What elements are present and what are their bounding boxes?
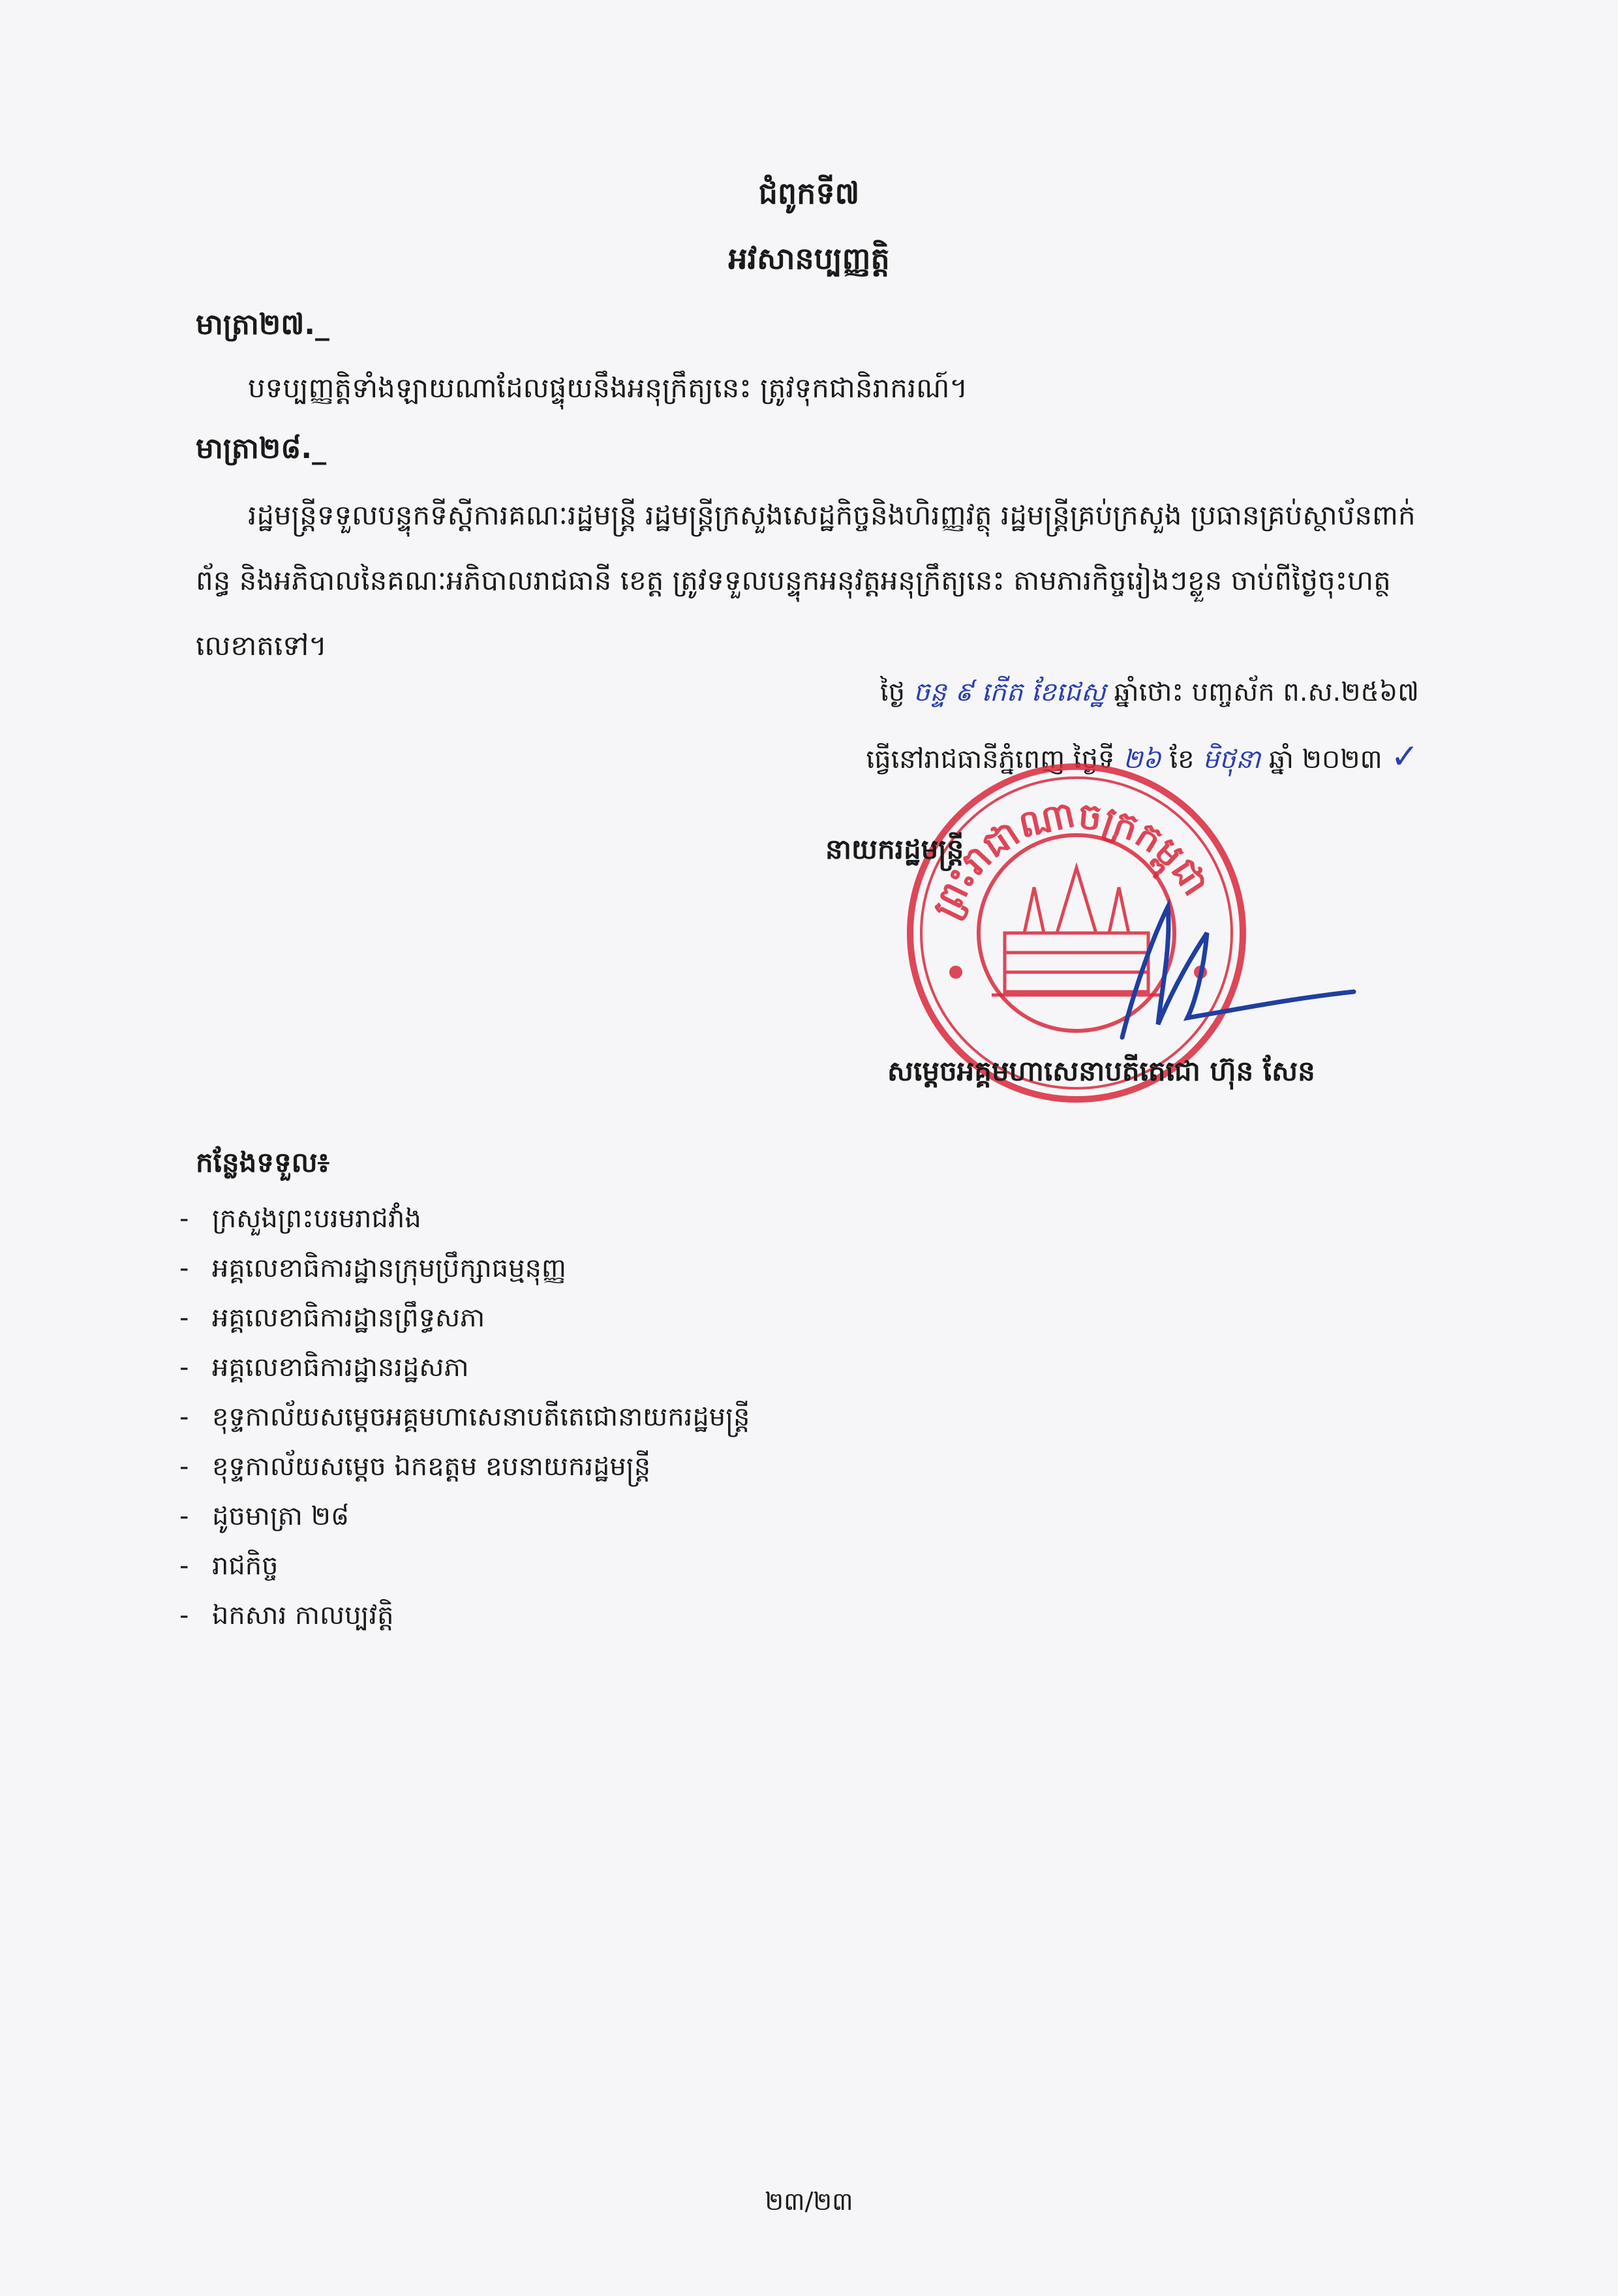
lunar-date-suffix: ឆ្នាំថោះ បញ្ចស័ក ព.ស.២៥៦៧ <box>1114 677 1419 707</box>
list-item: - រាជកិច្ច <box>179 1551 279 1581</box>
list-item: - អគ្គលេខាធិការដ្ឋានព្រឹទ្ធសភា <box>179 1303 485 1333</box>
article-27-heading: មាត្រា២៧._ <box>196 308 330 341</box>
article-27-text: បទប្បញ្ញត្តិទាំងឡាយណាដែលផ្ទុយនឹងអនុក្រឹត្យនេះ ត្រូវទុកជានិរាករណ៍។ <box>248 372 968 404</box>
seal-ring-text: ព្រះរាជាណាចក្រកម្ពុជា <box>924 793 1217 925</box>
solar-date-prefix: ធ្វើនៅរាជធានីភ្នំពេញ ថ្ងៃទី <box>866 744 1115 774</box>
list-item: - ឯកសារ កាលប្បវត្តិ <box>179 1600 394 1630</box>
check-mark-icon: ✓ <box>1390 737 1419 776</box>
list-item: - ដូចមាត្រា ២៨ <box>179 1501 350 1531</box>
list-item: - ខុទ្ទកាល័យសម្តេចអគ្គមហាសេនាបតីតេជោនាយករដ្ឋមន្ត្រី <box>179 1402 750 1432</box>
signatory-name: សម្តេចអគ្គមហាសេនាបតីតេជោ ហ៊ុន សែន <box>887 1055 1315 1087</box>
list-item: - អគ្គលេខាធិការដ្ឋានរដ្ឋសភា <box>179 1353 469 1383</box>
page-number: ២៣/២៣ <box>765 2187 853 2216</box>
lunar-date-prefix: ថ្ងៃ <box>880 677 906 707</box>
solar-month-handwritten: មិថុនា <box>1202 744 1261 774</box>
handwritten-signature-icon <box>1096 894 1357 1044</box>
article-28-text: រដ្ឋមន្ត្រីទទួលបន្ទុកទីស្តីការគណៈរដ្ឋមន្ត្រី រដ្ឋមន្ត្រីក្រសួងសេដ្ឋកិច្ចនិងហិរញ្ញវត្ថុ រដ្ឋមន្ត្រីគ្រប់ក្រសួង ប្រធានគ្រប់ស្ថាប័នពាក់ព័ន្ធ និងអភិបាលនៃគណៈអភិបាលរាជធានី ខេត្ត ត្រូវទទួលបន្ទុកអនុវត្តអនុក្រឹត្យនេះ តាមភារកិច្ចរៀងៗខ្លួន ចាប់ពីថ្ងៃចុះហត្ថលេខាតទៅ។ <box>196 499 1416 662</box>
lunar-date-handwritten: ចន្ទ ៩ កើត ខែជេស្ឋ <box>913 677 1106 707</box>
recipients-heading: កន្លែងទទួល៖ <box>196 1146 330 1178</box>
list-item: - ក្រសួងព្រះបរមរាជវាំង <box>179 1204 421 1234</box>
list-item: - អគ្គលេខាធិការដ្ឋានក្រុមប្រឹក្សាធម្មនុញ្ញ <box>179 1253 566 1283</box>
solar-year: ឆ្នាំ ២០២៣ <box>1268 744 1382 774</box>
signatory-title: នាយករដ្ឋមន្ត្រី <box>825 833 964 865</box>
list-item: - ខុទ្ទកាល័យសម្តេច ឯកឧត្តម ឧបនាយករដ្ឋមន្ត្រី <box>179 1452 651 1482</box>
chapter-subtitle: អវសានប្បញ្ញត្តិ <box>728 241 890 276</box>
solar-day-handwritten: ២៦ <box>1123 744 1161 774</box>
article-28-heading: មាត្រា២៨._ <box>196 432 327 465</box>
solar-month-label: ខែ <box>1169 744 1195 774</box>
recipients-list <box>179 1194 750 1640</box>
chapter-title: ជំពូកទី៧ <box>758 176 860 211</box>
lunar-date-line <box>880 675 1419 714</box>
